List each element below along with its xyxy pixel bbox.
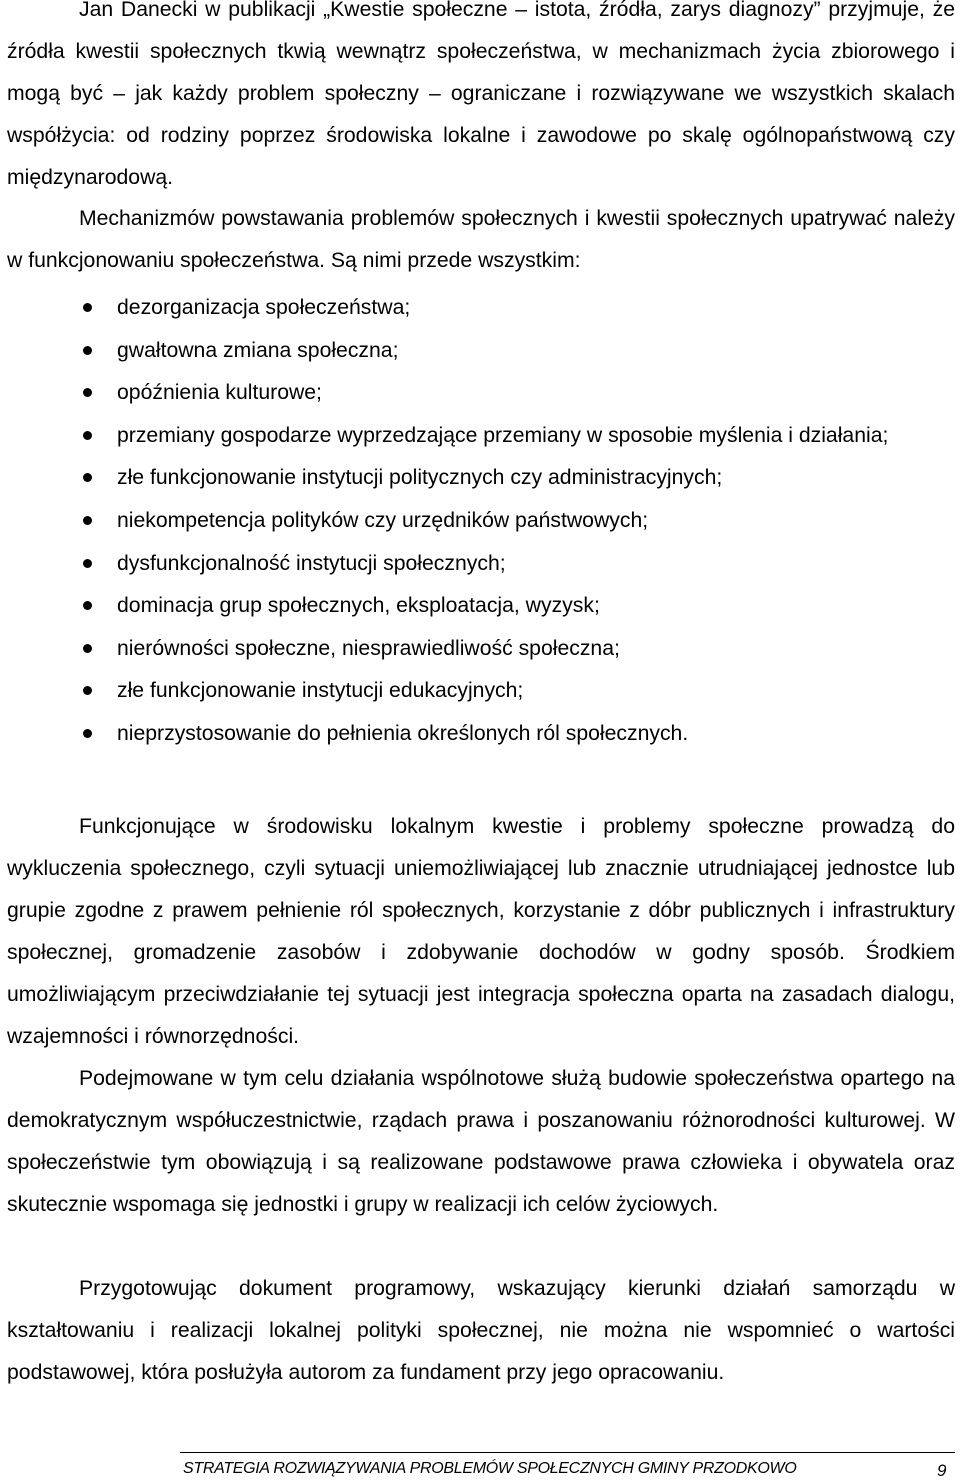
list-item-text: nierówności społeczne, niesprawiedliwość społeczna; <box>117 636 620 660</box>
list-item-text: dominacja grup społecznych, eksploatacja, wyzysk; <box>117 594 600 618</box>
list-item-text: przemiany gospodarze wyprzedzające przemiany w sposobie myślenia i działania; <box>117 423 889 447</box>
list-item <box>7 713 955 756</box>
list-item-text: nieprzystosowanie do pełnienia określonych ról społecznych. <box>117 721 689 745</box>
bullet-icon <box>83 559 92 568</box>
bullet-icon <box>83 346 92 355</box>
list-item-text: opóźnienia kulturowe; <box>117 381 322 405</box>
paragraph-community: Podejmowane w tym celu działania wspólnotowe służą budowie społeczeństwa opartego na demokratycznym współuczestnictwie, rządach prawa i poszanowaniu różnorodności kulturowej. W społeczeństwie tym obowiązują i są realizowane podstawowe prawa człowieka i obywatela oraz skutecznie wspomaga się jednostki i grupy w realizacji ich celów życiowych. <box>7 1067 955 1216</box>
list-item <box>7 670 955 713</box>
bullet-icon <box>83 729 92 738</box>
list-item <box>7 372 955 415</box>
bullet-icon <box>83 388 92 397</box>
list-item-text: niekompetencja polityków czy urzędników państwowych; <box>117 508 649 532</box>
paragraph-exclusion: Funkcjonujące w środowisku lokalnym kwestie i problemy społeczne prowadzą do wykluczenia społecznego, czyli sytuacji uniemożliwiającej lub znacznie utrudniającej jednostce lub grupie zgodne z prawem pełnienie ról społecznych, korzystanie z dóbr publicznych i infrastruktury społecznej, gromadzenie zasobów i zdobywanie dochodów w godny sposób. Środkiem umożliwiającym przeciwdziałanie tej sytuacji jest integracja społeczna oparta na zasadach dialogu, wzajemności i równorzędności. <box>7 815 955 1048</box>
list-item-text: dezorganizacja społeczeństwa; <box>117 296 411 319</box>
list-item <box>7 628 955 671</box>
footer-title: STRATEGIA ROZWIĄZYWANIA PROBLEMÓW SPOŁECZNYCH GMINY PRZODKOWO <box>183 1460 797 1477</box>
footer-divider <box>180 1452 955 1453</box>
bullet-icon <box>83 601 92 610</box>
list-item <box>7 457 955 500</box>
list-item <box>7 330 955 373</box>
list-item <box>7 415 955 458</box>
bullet-list <box>7 287 955 756</box>
paragraph-danecki: Jan Danecki w publikacji „Kwestie społeczne – istota, źródła, zarys diagnozy” przyjmuje, że źródła kwestii społecznych tkwią wewnątrz społeczeństwa, w mechanizmach życia zbiorowego i mogą być – jak każdy problem społeczny – ograniczane i rozwiązywane we wszystkich skalach współżycia: od rodziny poprzez środowiska lokalne i zawodowe po skalę ogólnopaństwową czy międzynarodową. <box>7 0 955 189</box>
list-item <box>7 585 955 628</box>
paragraph-mechanisms: Mechanizmów powstawania problemów społecznych i kwestii społecznych upatrywać należy w funkcjonowaniu społeczeństwa. Są nimi przede wszystkim: <box>7 207 955 272</box>
bullet-icon <box>83 431 92 440</box>
list-item-text: dysfunkcjonalność instytucji społecznych; <box>117 551 506 575</box>
bullet-icon <box>83 303 92 312</box>
list-item <box>7 500 955 543</box>
bullet-icon <box>83 644 92 653</box>
list-item <box>7 287 955 330</box>
bullet-icon <box>83 473 92 482</box>
list-item-text: gwałtowna zmiana społeczna; <box>117 338 399 362</box>
paragraph-programme: Przygotowując dokument programowy, wskazujący kierunki działań samorządu w kształtowaniu i realizacji lokalnej polityki społecznej, nie można nie wspomnieć o wartości podstawowej, która posłużyła autorom za fundament przy jego opracowaniu. <box>7 1277 955 1384</box>
list-item <box>7 543 955 586</box>
page-number: 9 <box>937 1461 947 1480</box>
list-item-text: złe funkcjonowanie instytucji edukacyjnych; <box>117 679 524 703</box>
list-item-text: złe funkcjonowanie instytucji politycznych czy administracyjnych; <box>117 466 723 490</box>
bullet-icon <box>83 686 92 695</box>
bullet-icon <box>83 516 92 525</box>
